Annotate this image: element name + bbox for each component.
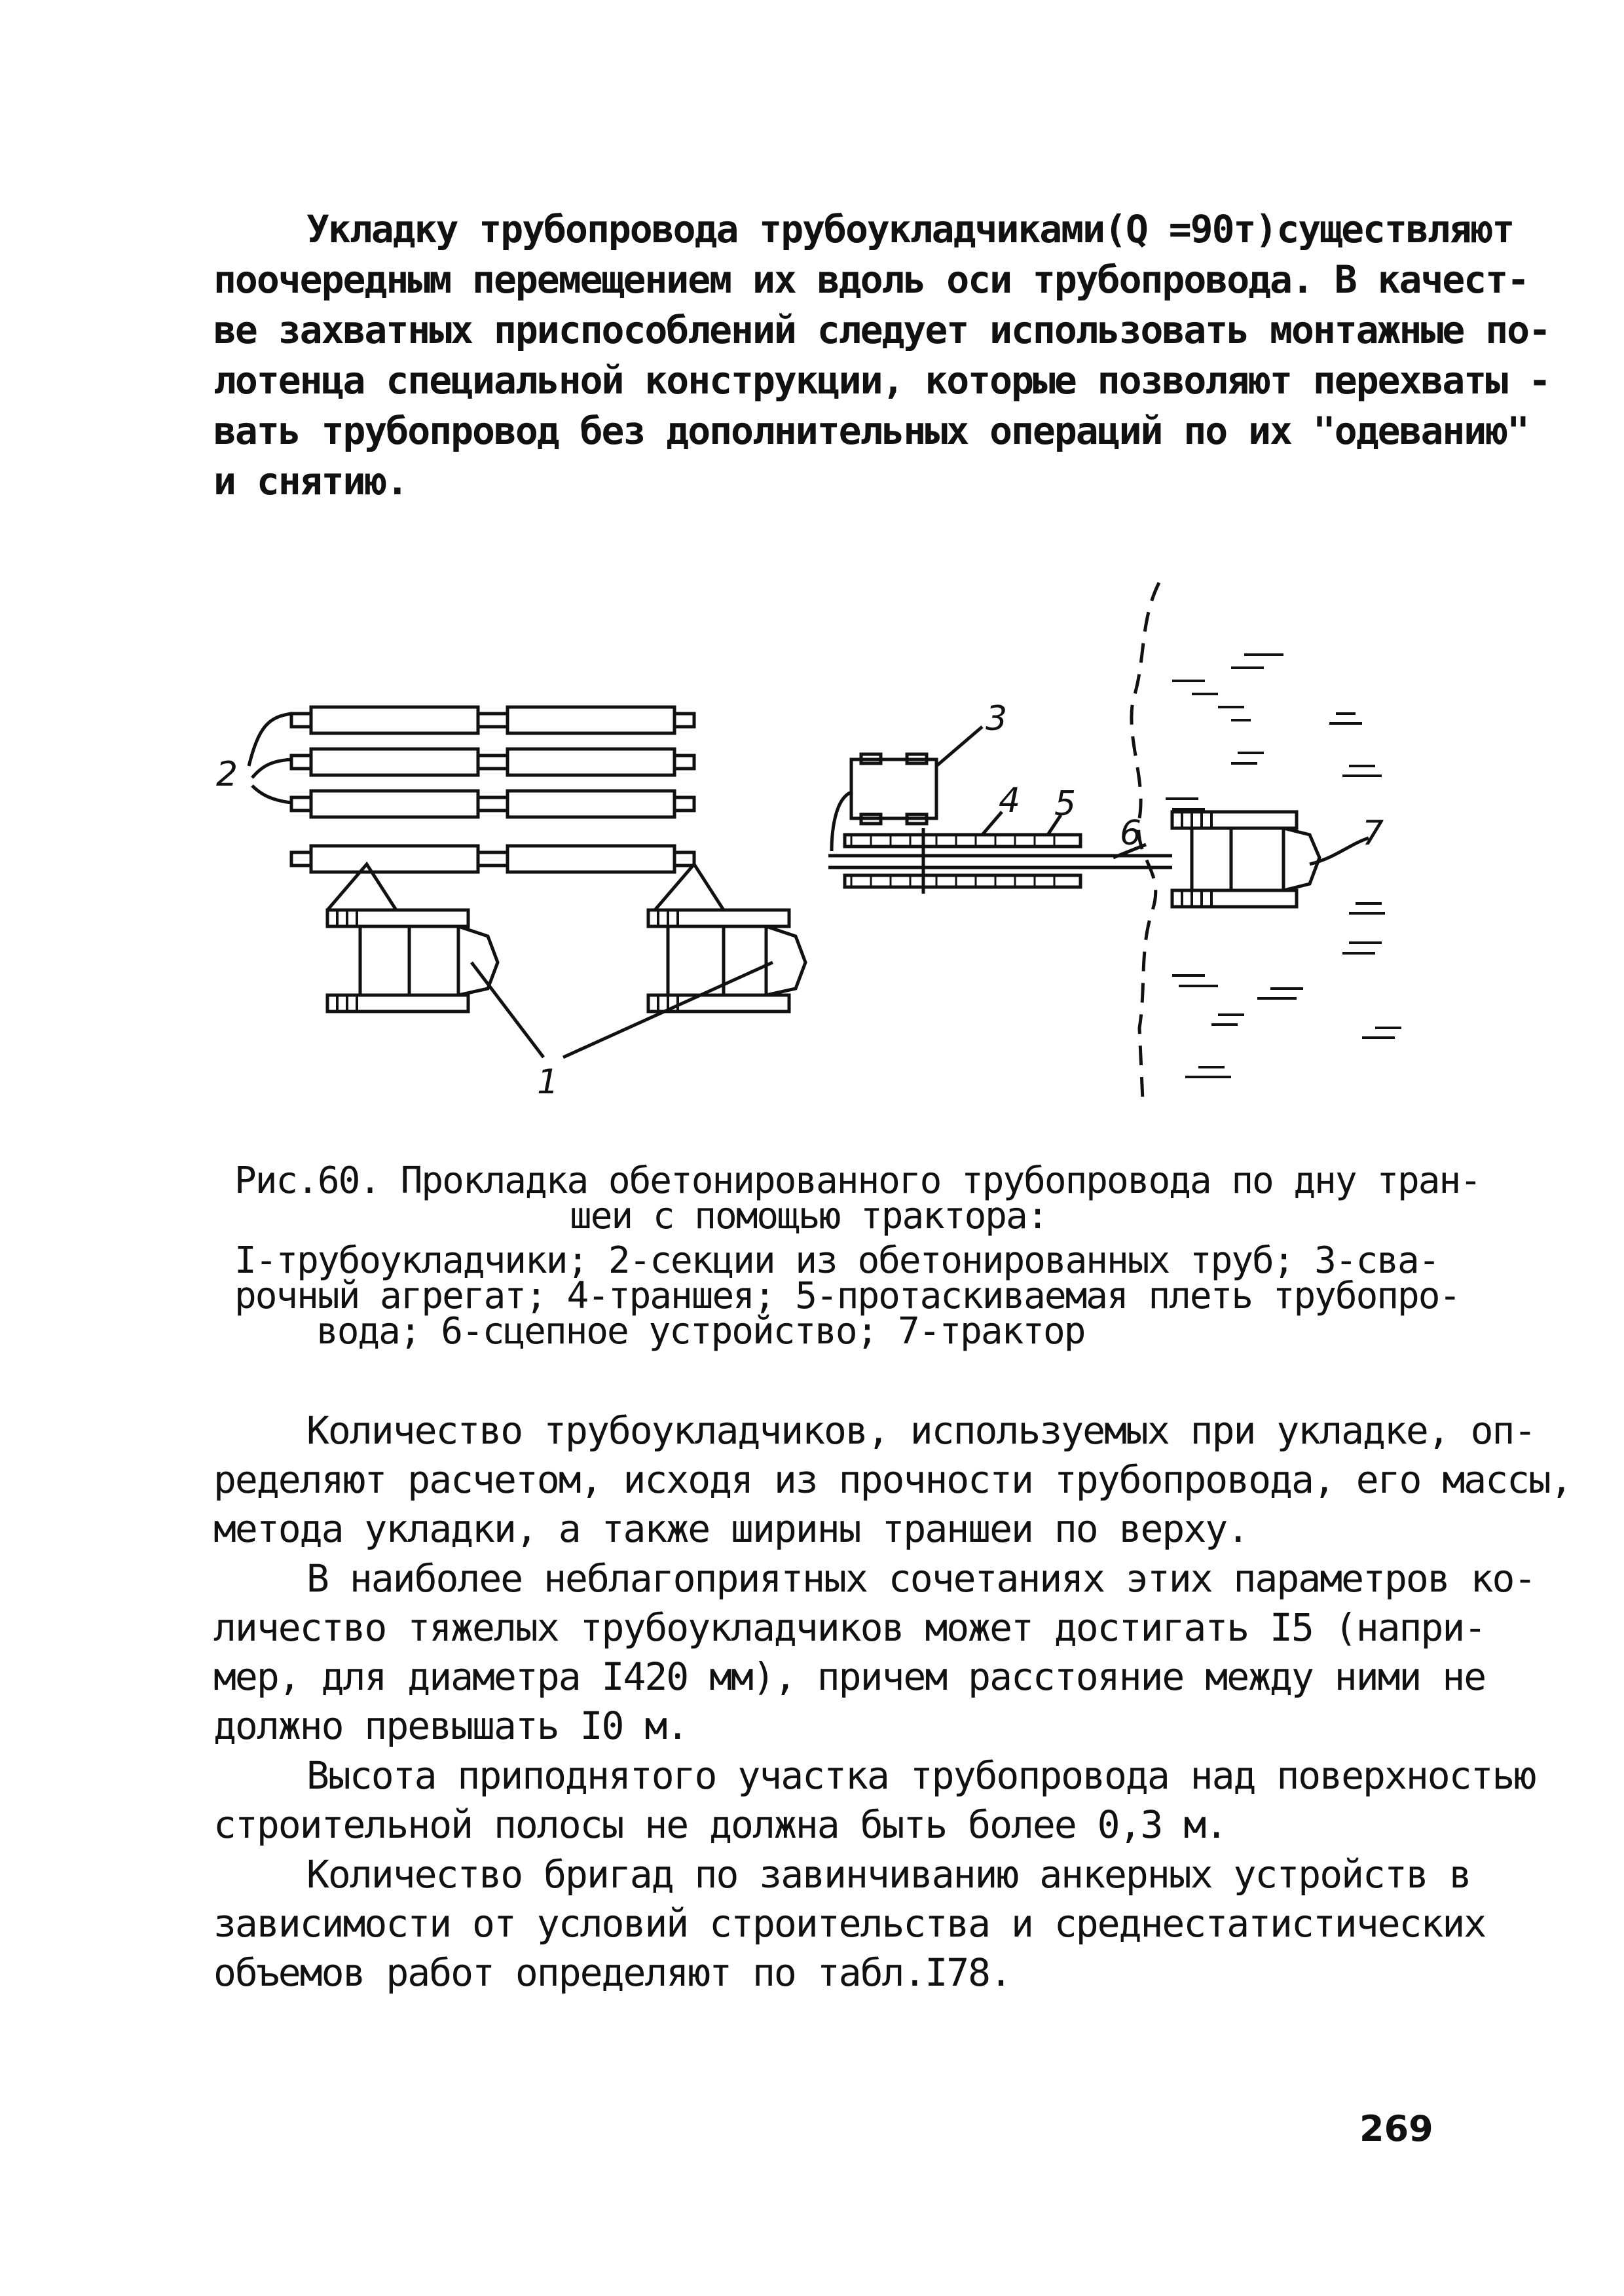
paragraph-3-line-4: должно превышать I0 м.: [213, 1704, 688, 1748]
paragraph-1-line-5: вать трубопровод без дополнительных операций по их "одеванию": [213, 409, 1529, 453]
figure-label-3: 3: [986, 699, 1008, 738]
page-number: 269: [1359, 2108, 1433, 2149]
paragraph-3-line-3: мер, для диаметра I420 мм), причем расстояние между ними не: [213, 1654, 1486, 1699]
figure-caption-legend-2: рочный агрегат; 4-траншея; 5-протаскиваемая плеть трубопро-: [234, 1275, 1460, 1317]
figure-caption-title-1: Рис.60. Прокладка обетонированного трубопровода по дну тран-: [234, 1159, 1481, 1202]
paragraph-5-line-2: зависимости от условий строительства и среднестатистических: [213, 1901, 1486, 1946]
paragraph-5-line-3: объемов работ определяют по табл.I78.: [213, 1950, 1012, 1995]
tractor: [1172, 812, 1369, 907]
paragraph-4-line-2: строительной полосы не должна быть более 0,3 м.: [213, 1802, 1227, 1847]
paragraph-5-line-1: Количество бригад по завинчиванию анкерных устройств в: [306, 1852, 1471, 1897]
figure-label-7: 7: [1362, 814, 1384, 853]
figure-label-1: 1: [537, 1063, 559, 1102]
welding-unit: [832, 727, 982, 851]
paragraph-1-line-3: ве захватных приспособлений следует использовать монтажные по-: [213, 308, 1550, 352]
pipeline-laying-figure: [196, 570, 1441, 1113]
paragraph-4-line-1: Высота приподнятого участка трубопровода над поверхностью: [306, 1753, 1536, 1798]
paragraph-1-line-6: и снятию.: [213, 459, 408, 503]
figure-caption-legend-1: I-трубоукладчики; 2-секции из обетонированных труб; 3-сва-: [234, 1239, 1439, 1282]
paragraph-2-line-2: ределяют расчетом, исходя из прочности трубопровода, его массы,: [213, 1457, 1572, 1502]
figure-label-4: 4: [999, 781, 1021, 820]
paragraph-3-line-2: личество тяжелых трубоукладчиков может достигать I5 (напри-: [213, 1605, 1486, 1650]
pipelayer-1: [327, 864, 498, 1011]
paragraph-2-line-1: Количество трубоукладчиков, используемых при укладке, оп-: [306, 1408, 1536, 1453]
paragraph-1-line-1: Укладку трубопровода трубоукладчиками(Q =90т)существляют: [306, 207, 1514, 251]
figure-caption-legend-3: вода; 6-сцепное устройство; 7-трактор: [316, 1310, 1085, 1353]
pipelayer-2: [648, 864, 805, 1011]
paragraph-1-line-4: лотенца специальной конструкции, которые позволяют перехваты -: [213, 358, 1550, 403]
paragraph-3-line-1: В наиболее неблагоприятных сочетаниях этих параметров ко-: [306, 1556, 1536, 1601]
figure-label-5: 5: [1054, 784, 1077, 824]
paragraph-1-line-2: поочередным перемещением их вдоль оси трубопровода. В качест-: [213, 257, 1529, 302]
pipe-sections: [291, 707, 694, 872]
figure-label-6: 6: [1120, 814, 1142, 853]
figure-label-2: 2: [216, 755, 238, 794]
paragraph-2-line-3: метода укладки, а также ширины траншеи по верху.: [213, 1506, 1249, 1551]
figure-caption-title-2: шеи с помощью трактора:: [570, 1195, 1048, 1237]
